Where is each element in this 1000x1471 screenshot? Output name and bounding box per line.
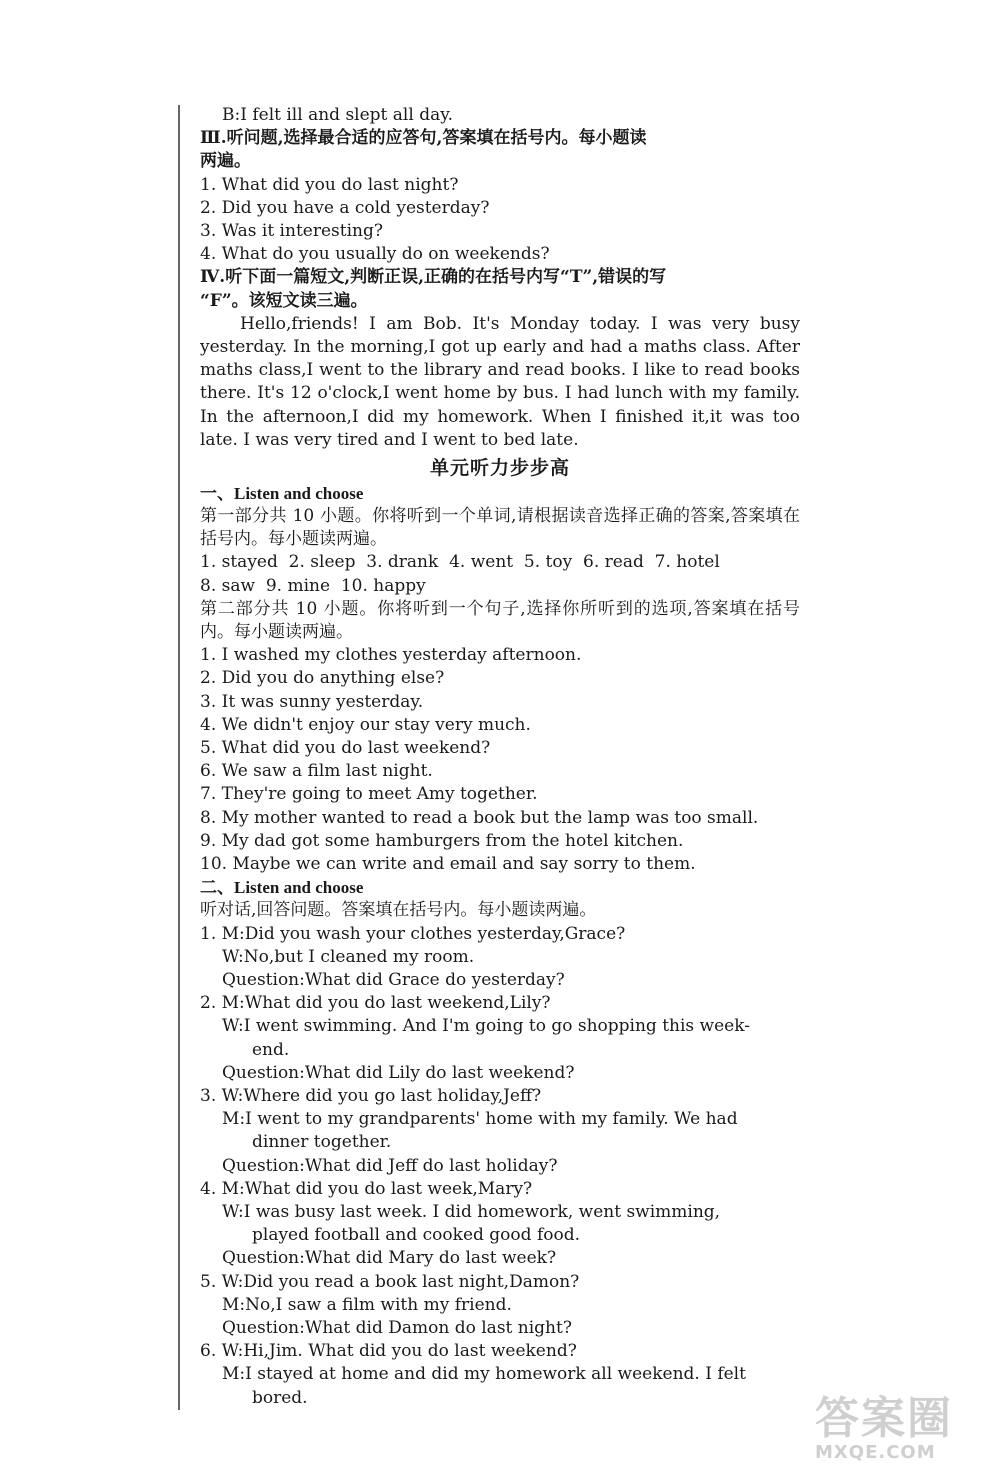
dialogue-line: dinner together. <box>252 1132 392 1153</box>
text-line: 3. Was it interesting? <box>200 221 383 242</box>
dialogue-line: Question:What did Damon do last night? <box>222 1317 572 1338</box>
dialogue-line: end. <box>252 1039 290 1060</box>
sentence-item: 3. It was sunny yesterday. <box>200 691 424 712</box>
page-binding-line <box>178 105 180 1410</box>
dialogue-line: Question:What did Jeff do last holiday? <box>222 1155 558 1176</box>
watermark <box>815 1395 995 1465</box>
unit-title: 单元听力步步高 <box>429 457 570 480</box>
dialogue-line: 4. M:What did you do last week,Mary? <box>200 1178 533 1199</box>
sentence-item: 1. I washed my clothes yesterday afternoon. <box>200 645 582 666</box>
section1-part1-intro: 第一部分共 10 小题。你将听到一个单词,请根据读音选择正确的答案,答案填在括号内。每小题读两遍。 <box>200 506 800 550</box>
section1-heading: 一、Listen and choose <box>200 484 364 504</box>
dialogue-line: W:I was busy last week. I did homework, went swimming, <box>222 1201 721 1222</box>
watermark-logo: 答案圈 <box>815 1393 953 1444</box>
text-line: B:I felt ill and slept all day. <box>222 105 453 125</box>
sentence-item: 8. My mother wanted to read a book but the lamp was too small. <box>200 807 759 828</box>
dialogue-list <box>200 923 800 1410</box>
page-content <box>200 104 800 1410</box>
dialogue-line: Question:What did Lily do last weekend? <box>222 1062 575 1083</box>
text-line: Ⅲ.听问题,选择最合适的应答句,答案填在括号内。每小题读 <box>200 128 647 149</box>
sentence-item: 6. We saw a film last night. <box>200 761 433 782</box>
dialogue-line: played football and cooked good food. <box>252 1225 580 1246</box>
sentence-item: 7. They're going to meet Amy together. <box>200 784 538 805</box>
section1-part2-intro: 第二部分共 10 小题。你将听到一个句子,选择你所听到的选项,答案填在括号内。每小题读两遍。 <box>200 598 800 643</box>
section2-intro: 听对话,回答问题。答案填在括号内。每小题读两遍。 <box>200 900 597 921</box>
dialogue-line: M:I stayed at home and did my homework all weekend. I felt <box>222 1364 746 1385</box>
sentence-item: 4. We didn't enjoy our stay very much. <box>200 714 531 735</box>
text-line: 2. Did you have a cold yesterday? <box>200 197 490 218</box>
section2-heading: 二、Listen and choose <box>200 878 364 898</box>
passage-text: Hello,friends! I am Bob. It's Monday today. I was very busy yesterday. In the morning,I got up early and had a maths class. After maths class,I went to the library and read books. I like to read books there. It's 12 o'clock,I went home by bus. I had lunch with my family. In the afternoon,I did my homework. When I finished it,it was too late. I was very tired and I went to bed late. <box>200 313 800 450</box>
text-line: 1. What did you do last night? <box>200 174 459 195</box>
top-lines <box>200 104 800 313</box>
dialogue-line: Question:What did Mary do last week? <box>222 1248 557 1269</box>
watermark-url: MXQE.COM <box>815 1442 936 1463</box>
dialogue-line: bored. <box>252 1387 308 1408</box>
dialogue-line: 1. M:Did you wash your clothes yesterday,Grace? <box>200 923 626 944</box>
text-line: Ⅳ.听下面一篇短文,判断正误,正确的在括号内写“T”,错误的写 <box>200 267 667 288</box>
sentence-list <box>200 644 800 876</box>
sentence-item: 5. What did you do last weekend? <box>200 738 491 759</box>
text-line: “F”。该短文读三遍。 <box>200 290 368 311</box>
word-list-line-2: 8. saw 9. mine 10. happy <box>200 575 426 596</box>
text-line: 4. What do you usually do on weekends? <box>200 244 550 265</box>
dialogue-line: W:I went swimming. And I'm going to go shopping this week- <box>222 1016 750 1037</box>
dialogue-line: Question:What did Grace do yesterday? <box>222 969 565 990</box>
sentence-item: 2. Did you do anything else? <box>200 668 445 689</box>
dialogue-line: 6. W:Hi,Jim. What did you do last weekend? <box>200 1341 577 1362</box>
dialogue-line: 2. M:What did you do last weekend,Lily? <box>200 993 551 1014</box>
dialogue-line: M:No,I saw a film with my friend. <box>222 1294 512 1315</box>
text-line: 两遍。 <box>200 151 251 172</box>
dialogue-line: 3. W:Where did you go last holiday,Jeff? <box>200 1085 542 1106</box>
word-list-line-1: 1. stayed 2. sleep 3. drank 4. went 5. toy 6. read 7. hotel <box>200 552 720 573</box>
sentence-item: 10. Maybe we can write and email and say sorry to them. <box>200 854 696 875</box>
dialogue-line: M:I went to my grandparents' home with my family. We had <box>222 1109 738 1130</box>
dialogue-line: 5. W:Did you read a book last night,Damon? <box>200 1271 580 1292</box>
sentence-item: 9. My dad got some hamburgers from the hotel kitchen. <box>200 830 684 851</box>
dialogue-line: W:No,but I cleaned my room. <box>222 946 475 967</box>
